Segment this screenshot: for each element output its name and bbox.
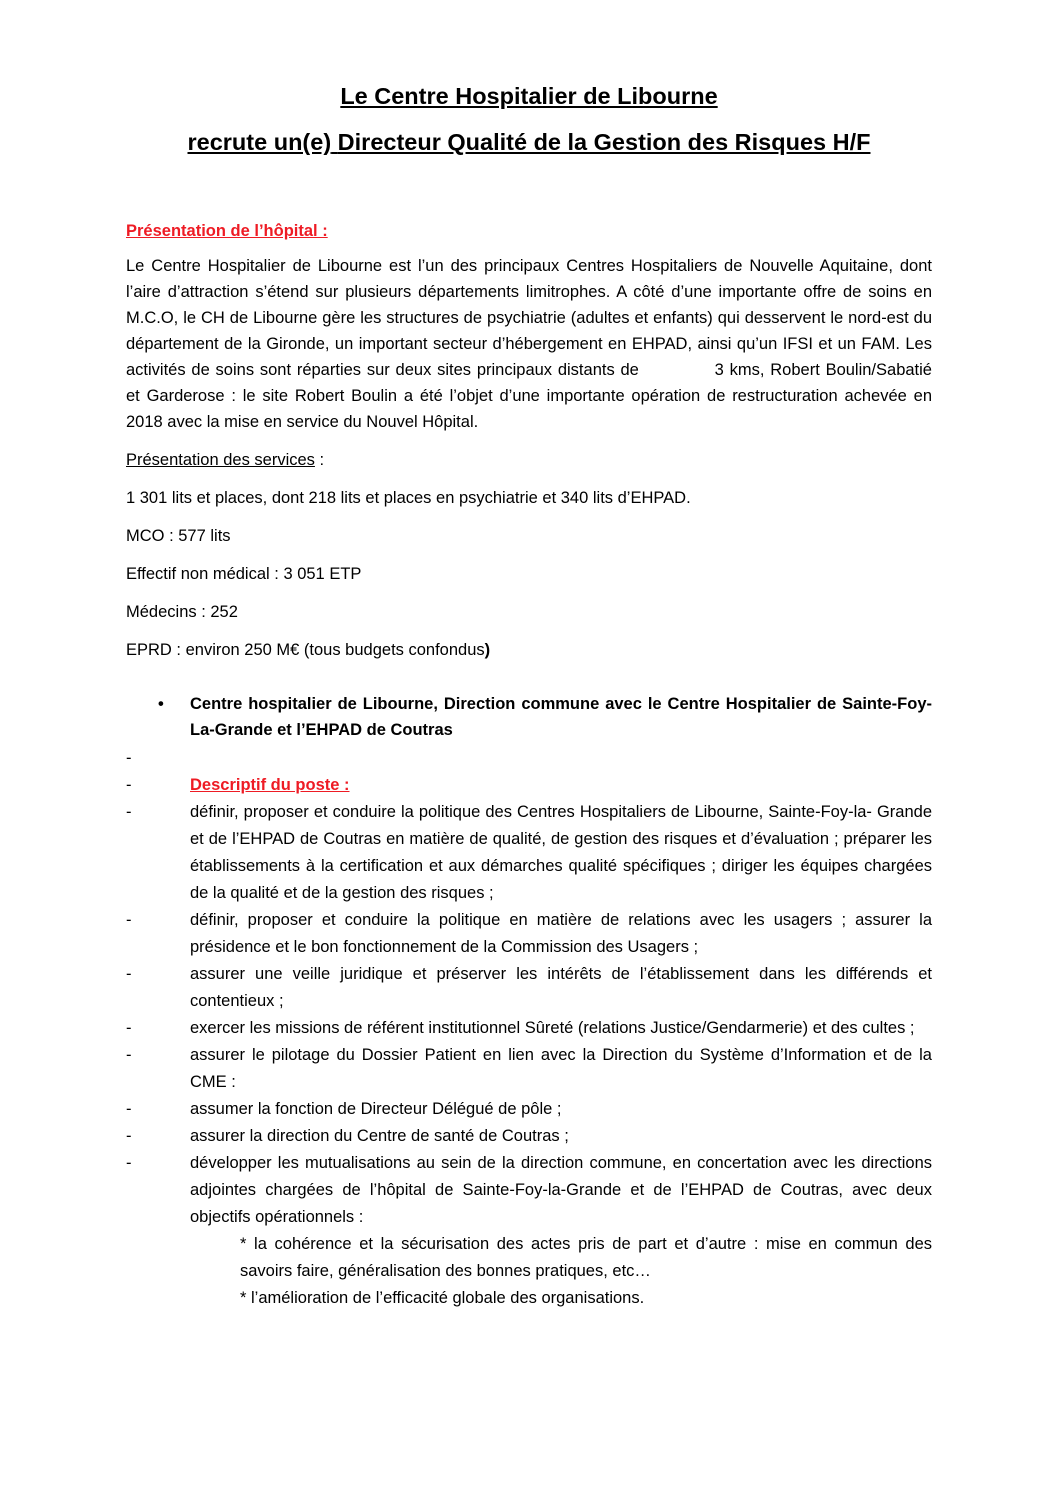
services-mco: MCO : 577 lits [126, 527, 231, 545]
job-title [126, 126, 932, 158]
list-item [126, 1042, 932, 1096]
services-eprd [126, 639, 932, 661]
objective-item: * la cohérence et la sécurisation des actes pris de part et d’autre : mise en commun des savoirs faire, généralisation des bonnes pratiques, etc… [240, 1235, 932, 1280]
services-eprd-close: ) [484, 641, 491, 659]
objectives-list [190, 1231, 932, 1312]
services-doctors: Médecins : 252 [126, 603, 238, 621]
list-item [126, 1015, 932, 1042]
list-item [126, 1123, 932, 1150]
hospital-heading: Présentation de l’hôpital : [126, 222, 328, 240]
page-title: Le Centre Hospitalier de Libourne [340, 83, 718, 109]
dash-marker: - [126, 776, 132, 794]
list-item-text-body: développer les mutualisations au sein de la direction commune, en concertation avec les directions adjointes chargées de l’hôpital de Sainte-Foy-la-Grande et de l’EHPAD de Coutras, avec deux objectifs opérationnels : [190, 1154, 932, 1226]
dash-marker: - [126, 1046, 132, 1064]
dash-marker: - [126, 1127, 132, 1145]
bullet-marker: • [158, 695, 164, 713]
dash-marker: - [126, 911, 132, 929]
poste-list [126, 745, 932, 1312]
list-item-heading [126, 772, 932, 799]
services-eprd-text: EPRD : environ 250 M€ (tous budgets confondus [126, 641, 485, 659]
dash-marker: - [126, 1100, 132, 1118]
dash-marker: - [126, 965, 132, 983]
services-heading-suffix: : [314, 451, 325, 469]
list-item-text: définir, proposer et conduire la politique en matière de relations avec les usagers ; assurer la présidence et le bon fonctionnement de la Commission des Usagers ; [190, 911, 932, 956]
list-item [126, 799, 932, 907]
list-item [126, 907, 932, 961]
list-item-text: assurer la direction du Centre de santé de Coutras ; [190, 1127, 569, 1145]
list-item-text: exercer les missions de référent institutionnel Sûreté (relations Justice/Gendarmerie) et des cultes ; [190, 1019, 915, 1037]
direction-bullet-item [126, 691, 932, 743]
list-item [126, 1096, 932, 1123]
direction-text: Centre hospitalier de Libourne, Direction commune avec le Centre Hospitalier de Sainte-Foy-La-Grande et l’EHPAD de Coutras [190, 695, 932, 739]
hospital-intro [126, 253, 932, 435]
services-heading: Présentation des services [126, 451, 315, 469]
hospital-intro-part1: Le Centre Hospitalier de Libourne est l’un des principaux Centres Hospitaliers de Nouvelle Aquitaine, dont l’aire d’attraction s’étend sur plusieurs départements limitrophes. A côté d’une importante offre de soins en M.C.O, le CH de Libourne gère les structures de psychiatrie (adultes et enfants) qui desservent le nord-est du département de la Gironde, un important secteur d’hébergement en EHPAD, ainsi qu’un IFSI et un FAM. Les activités de soins sont réparties sur deux sites principaux distants de [126, 257, 932, 379]
list-item-empty [126, 745, 932, 772]
poste-heading: Descriptif du poste : [190, 776, 350, 794]
dash-marker: - [126, 803, 132, 821]
list-item-text: assurer une veille juridique et préserver les intérêts de l’établissement dans les différends et contentieux ; [190, 965, 932, 1010]
services-beds: 1 301 lits et places, dont 218 lits et places en psychiatrie et 340 lits d’EHPAD. [126, 489, 691, 507]
job-title-role: Directeur Qualité de la Gestion des Risques H/F [337, 129, 871, 155]
list-item-text: définir, proposer et conduire la politique des Centres Hospitaliers de Libourne, Sainte-Foy-la- Grande et de l’EHPAD de Coutras en matière de qualité, de gestion des risques et d’évaluation ; préparer les établissements à la certification et aux démarches qualité spécifiques ; diriger les équipes chargées de la qualité et de la gestion des risques ; [190, 803, 932, 902]
list-item [126, 1150, 932, 1312]
hospital-intro-part2: 3 kms, Robert Boulin/Sabatié et Garderose : le site Robert Boulin a été l’objet d’une importante opération de restructuration achevée en 2018 avec la mise en service du Nouvel Hôpital. [126, 361, 932, 431]
list-item [126, 961, 932, 1015]
list-item-text [190, 1150, 932, 1312]
services-staff: Effectif non médical : 3 051 ETP [126, 565, 362, 583]
list-item-text: assumer la fonction de Directeur Délégué de pôle ; [190, 1100, 562, 1118]
list-item-text: assurer le pilotage du Dossier Patient en lien avec la Direction du Système d’Information et de la CME : [190, 1046, 932, 1091]
dash-marker: - [126, 1019, 132, 1037]
dash-marker: - [126, 1154, 132, 1172]
dash-marker: - [126, 749, 132, 767]
services-heading-line [126, 449, 932, 471]
objective-item: * l’amélioration de l’efficacité globale des organisations. [240, 1289, 645, 1307]
job-title-prefix: recrute un(e) [187, 129, 332, 155]
